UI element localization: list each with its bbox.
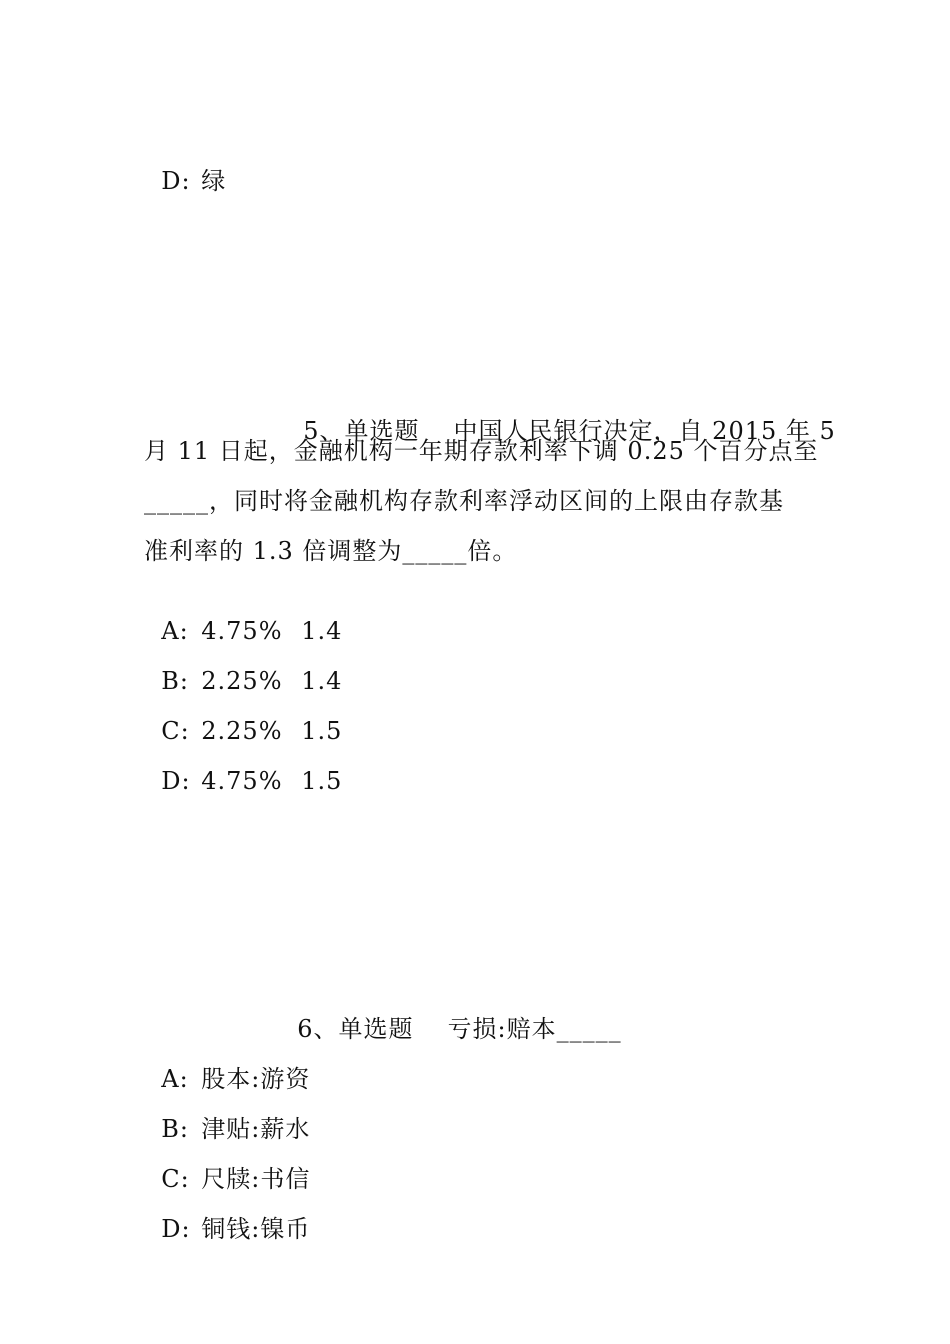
prev-option-d bbox=[144, 136, 226, 196]
option-value-2: 1.4 bbox=[301, 617, 343, 645]
option-text: 津贴:薪水 bbox=[201, 1115, 311, 1143]
option-text: 股本:游资 bbox=[201, 1065, 311, 1093]
q6-stem: 亏损:赔本_____ bbox=[447, 1015, 622, 1043]
option-text: 尺牍:书信 bbox=[201, 1165, 311, 1193]
q6-heading: 6、单选题 bbox=[297, 1015, 414, 1043]
option-value-1: 2.25% bbox=[201, 667, 283, 695]
option-label: B: bbox=[161, 1115, 189, 1143]
q6-first-line bbox=[280, 984, 622, 1044]
option-label: D: bbox=[161, 167, 191, 195]
option-label: D: bbox=[161, 767, 191, 795]
option-value-2: 1.5 bbox=[301, 717, 343, 745]
option-value-1: 4.75% bbox=[201, 767, 283, 795]
q5-stem-line-3: _____，同时将金融机构存款利率浮动区间的上限由存款基 bbox=[144, 487, 784, 515]
q5-option-d bbox=[144, 736, 342, 796]
q5-stem-line-2: 月 11 日起，金融机构一年期存款利率下调 0.25 个百分点至 bbox=[144, 437, 819, 465]
option-value-1: 4.75% bbox=[201, 617, 283, 645]
option-value-2: 1.5 bbox=[301, 767, 343, 795]
option-label: D: bbox=[161, 1215, 191, 1243]
option-text: 铜钱:镍币 bbox=[201, 1215, 311, 1243]
q6-option-d bbox=[144, 1184, 310, 1244]
option-label: C: bbox=[161, 1165, 190, 1193]
q5-stem-line-1: 中国人民银行决定，自 2015 年 5 bbox=[453, 417, 836, 445]
option-label: C: bbox=[161, 717, 190, 745]
option-text: 绿 bbox=[201, 167, 227, 195]
option-value-2: 1.4 bbox=[301, 667, 343, 695]
option-label: A: bbox=[161, 1065, 189, 1093]
q5-stem-line-4: 准利率的 1.3 倍调整为_____倍。 bbox=[144, 537, 518, 565]
option-value-1: 2.25% bbox=[201, 717, 283, 745]
option-label: B: bbox=[161, 667, 189, 695]
option-label: A: bbox=[161, 617, 189, 645]
q5-heading: 5、单选题 bbox=[303, 417, 420, 445]
